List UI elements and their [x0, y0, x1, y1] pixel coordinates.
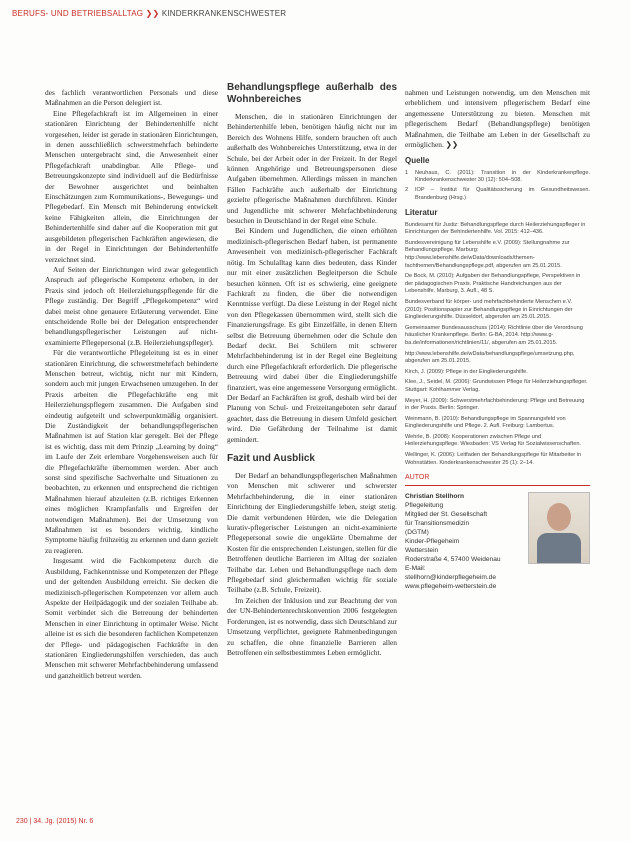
author-photo	[528, 492, 590, 564]
col2-paragraph: Der Bedarf an behandlungspflegerischen Maßnahmen von Menschen mit schwerer und schwerster Mehrfachbehinderung, die in einer stationären Einrichtung der Eingliederungshilfe leben, steigt stetig. Die damit verbundenen Hürden, wie die Delegation kurativ-pflegerischer Leistungen an nicht-examinierte Pflegepersonal sowie die ungeklärte Übernahme der Kosten für die entsprechenden Leistungen, stellen für die Betroffenen deutliche Barrieren im Alltag der sozialen Teilhabe dar. Leben und Behandlungspflege nach dem Pflegebedarf sind gleichermaßen wichtig für soziale Teilhabe (z.B. Schule, Freizeit).	[227, 471, 397, 595]
col1-paragraph: Eine Pflegefachkraft ist im Allgemeinen in einer stationären Einrichtung der Behindertenhilfe nicht vorgesehen, leider ist gerade in stationären Einrichtungen, in denen ausschließlich schwerstmehrfach behinderte Menschen untergebracht sind, die Anwesenheit einer Pflegefachkraft unabdingbar. Alle Pflege- und Betreuungskonzepte sind individuell auf die Bedürfnisse der Bewohner ausgerichtet und beinhalten Einschätzungen zum Kommunikations-, Bewegungs- und Pflegebedarf. Ein Mensch mit Behinderung entwickelt keine Fähigkeiten allein, die Einrichtungen der Behindertenhilfe sind daher auf die Kooperation mit gut ausgebildeten pflegerischen Fachkräften angewiesen, die in der Regel in Einrichtungen der Behindertenhilfe verzeichnet sind.	[45, 108, 218, 264]
author-detail: Wetterstein	[405, 546, 439, 554]
author-name: Christian Stellhorn	[405, 492, 464, 500]
author-detail: (DGTM)	[405, 528, 429, 536]
header-section: BERUFS- UND BETRIEBSALLTAG	[12, 9, 144, 18]
author-detail: Pflegeleitung	[405, 501, 444, 509]
col2-paragraph: Menschen, die in stationären Einrichtungen der Behindertenhilfe leben, benötigen häufig nicht nur im Bereich des Wohnens Hilfe, sondern brauchen oft auch außerhalb des Wohnbereiches Unterstützung, etwa in der Schule, bei der Arbeit oder in der Freizeit. In der Regel können Angehörige und Betreuungspersonen diese Aufgaben übernehmen. Allerdings müssen in manchen Fällen Fachkräfte auch außerhalb der Einrichtung gezielte pflegerische Maßnahmen durchführen. Kinder und Jugendliche mit schwerer Mehrfachbehinderung besuchen in Deutschland in der Regel eine Schule.	[227, 112, 397, 226]
header-subsection: KINDERKRANKENSCHWESTER	[161, 9, 287, 18]
literature-item: De Bock, M. (2010): Aufgaben der Behandlungspflege, Perspektiven in der pädagogischen Praxis. Praktische Handreichungen aus der Lebenshilfe. Marburg, 3. Aufl., 48 S.	[405, 273, 581, 295]
literature-item: Bundesverband für körper- und mehrfachbehinderte Menschen e.V. (2010): Positionspapier zur Behandlungspflege in Einrichtungen der Eingliederungshilfe. Düsseldorf, abgerufen am 25.01.2015.	[405, 298, 573, 321]
source-item: 1 Neuhaus, C. (2011): Transition in der Kinderkrankenpflege. Kinderkrankenschwester 30 (12): 504–508.	[405, 169, 590, 184]
literature-item: Weinmann, B. (2010): Behandlungspflege im Spannungsfeld von Eingliederungshilfe und Pflege. 2. Aufl. Freiburg: Lambertus.	[405, 415, 566, 430]
literature-heading: Literatur	[405, 208, 438, 218]
author-detail: Roderstraße 4, 57400 Weidenau	[405, 555, 501, 563]
page-header	[0, 6, 630, 24]
page-footer: 230 | 34. Jg. (2015) Nr. 6	[16, 818, 94, 825]
col2-paragraph: Bei Kindern und Jugendlichen, die einen erhöhten medizinisch-pflegerischen Bedarf haben, ist permanente Anwesenheit von medizinisch-pflegerischer Fachkraft nötig. Im Schulalltag kann dies bedeuten, dass Kinder nur mit einer zusätzlichen Begleitperson die Schule besuchen können. Oft ist es schwierig, eine geeignete Fachkraft zu finden, die über die notwendigen Kenntnisse verfügt. Da diese Leistung in der Regel nicht von den Pflegekassen übernommen wird, stellt sich die Finanzierungsfrage. Es gibt Einzelfälle, in denen Eltern selbst die Betreuung übernehmen oder die Schule den Bedarf deckt. Bei Schülern mit schwerer Mehrfachbehinderung ist in der Regel eine Begleitung durch eine Pflegefachkraft erforderlich. Die pflegerische Betreuung wird dabei über die Eingliederungshilfe finanziert, was eine angemessene Versorgung ermöglicht. Der Bedarf an Fachkräften ist groß, deshalb wird bei der Planung von Schul- und Freizeitangeboten sehr darauf geachtet, dass die Betreuung in diesem Umfeld gesichert wird. Die Gefährdung der Teilnahme ist damit gemindert.	[227, 226, 397, 444]
literature-item: Meyer, H. (2009): Schwerstmehrfachbehinderung: Pflege und Betreuung in der Praxis. Berlin: Springer.	[405, 397, 585, 412]
col1-paragraph: Auf Seiten der Einrichtungen wird zwar gelegentlich Anspruch auf pflegerische Kompetenz erhoben, in der Praxis sind jedoch oft Heilerziehungspflegende für die Pflege zuständig. Der Begriff „Pflegekompetenz“ wird dabei meist ohne genauere Erläuterung verwendet. Eine entscheidende Rolle bei der Delegation entsprechender behandlungspflegerischer Leistungen auf nicht-examinierte Pflegepersonal (z.B. Heilerziehungspfleger).	[45, 264, 218, 347]
column-2	[227, 82, 397, 824]
section-heading: Behandlungspflege außerhalb des Wohnbereiches	[227, 82, 397, 105]
author-email-label: E-Mail:	[405, 564, 426, 572]
author-detail: Mitglied der St. Gesellschaft	[405, 510, 488, 518]
author-block	[405, 492, 590, 591]
column-1	[45, 88, 218, 830]
col1-paragraph: Für die verantwortliche Pflegeleitung ist es in einer stationären Einrichtung, die schwerstmehrfach behinderte Menschen betreut, wichtig, nicht nur mit Kindern, sondern auch mit jungen Erwachsenen umzugehen. In der Praxis arbeiten die Pflegefachkräfte eng mit Heilerziehungspflegern zusammen. Die Aufgaben sind eindeutig aufgeteilt und schwerpunktmäßig organisiert. Die Zuständigkeit der behandlungspflegerischen Maßnahmen ist auf Station klar geregelt. Bei der Pflege ist es wichtig, dass mit dem Prinzip „Learning by doing“ im Laufe der Zeit erlernbare Vorgehensweisen auch für die Pflegefachkräfte übernommen werden. Aber auch sonst sind spezifische Sachverhalte und Situationen zu beobachten, zu erkennen und entsprechend die richtigen Maßnahmen hierauf abzuleiten (z.B. richtiges Erkennen eines möglichen Krampfanfalls und Ergreifen der notwendigen Maßnahmen). Bei der Umsetzung von Maßnahmen ist es besonders wichtig, kindliche Symptome häufig frühzeitig zu erkennen und dann gezielt zu reagieren.	[45, 348, 218, 555]
col1-paragraph: Insgesamt wird die Fachkompetenz durch die Ausbildung, Fachkenntnisse und Kompetenzen der Pflege und der geltenden Ausbildung erreicht. Sie decken die medizinisch-pflegerischen Kompetenzen vor allem auch Aspekte der Heilpädagogik und der sozialen Teilhabe ab. Somit verbindet sich die Betreuung der behinderten Menschen in einer Einrichtung in optimaler Weise. Nicht alleine ist es sich die besonderen fachlichen Kompetenzen der Pflege- und pädagogischen Fachkräfte in den stationären Eingliederungshilfen verschieden, das auch Menschen mit schwerer Mehrfachbehinderung umfassend und ganzheitlich betreut werden.	[45, 556, 218, 680]
header-arrow: ❯❯	[145, 9, 160, 18]
col2-paragraph: Im Zeichen der Inklusion und zur Beachtung der von der UN-Behindertenrechtskonvention 2006 festgelegten Forderungen, ist es notwendig, dass sich Deutschland zur Umsetzung verpflichtet, geeignete Rahmenbedingungen zu schaffen, die ohne finanzielle Barrieren allen Betroffenen ein selbstbestimmtes Leben ermöglicht.	[227, 595, 397, 657]
author-website-link[interactable]: www.pflegeheim-wetterstein.de	[405, 582, 497, 590]
author-label: AUTOR	[405, 473, 590, 485]
literature-item: Klee, J., Seidel, M. (2006): Grundwissen Pflege für Heilerziehungspfleger. Stuttgart: Kohlhammer Verlag.	[405, 379, 588, 393]
literature-item: Kirch, J. (2009): Pflege in der Eingliederungshilfe.	[405, 368, 528, 375]
section-heading-fazit: Fazit und Ausblick	[227, 453, 315, 464]
col1-paragraph: des fachlich verantwortlichen Personals und diese Maßnahmen an die Person delegiert ist.	[45, 88, 218, 108]
literature-item: Wehrle, B. (2008): Kooperationen zwischen Pflege und Heilerziehungspflege. Wiesbaden: VS Verlag für Sozialwissenschaften.	[405, 433, 581, 448]
header-text	[12, 9, 286, 18]
column-3	[405, 88, 590, 830]
author-email-link[interactable]: stellhorn@kinderpflegeheim.de	[405, 573, 496, 581]
source-item: 2 IOP – Institut für Qualitätssicherung im Gesundheitswesen. Brandenburg (Hrsg.)	[405, 187, 590, 201]
literature-item: Bundesamt für Justiz: Behandlungspflege durch Heilerziehungspfleger in Einrichtungen der Behindertenhilfe. Vol. 2015: 412–436.	[405, 221, 586, 236]
literature-item: Bundesvereinigung für Lebenshilfe e.V. (2009): Stellungnahme zur Behandlungspflege. Marburg: http://www.lebenshilfe.de/wData/downloads/themen-fachthemen/Behandlungspflege.pdf, abgerufen am 25.01.2015.	[405, 239, 570, 269]
literature-item: http://www.lebenshilfe.de/wData/behandlungspflege/umsetzung.php, abgerufen am 25.01.2015.	[405, 350, 575, 365]
col3-paragraph: nahmen und Leistungen notwendig, um den Menschen mit erheblichem und intensivem pflegerischem Bedarf eine angemessene Unterstützung zu bieten. Menschen mit pflegerischem Bedarf (Behandlungspflege) benötigen Maßnahmen, die Teilhabe am Leben in der Gesellschaft zu ermöglichen. ❯❯	[405, 88, 590, 150]
author-detail: Kinder-Pflegeheim	[405, 537, 460, 545]
sources-heading: Quelle	[405, 156, 430, 166]
literature-item: Gemeinsamer Bundesausschuss (2014): Richtlinie über die Verordnung häuslicher Krankenpflege. Berlin: G-BA, 2014. http://www.g-ba.de/informationen/richtlinien/11/, abgerufen am 25.01.2015.	[405, 324, 583, 346]
literature-item: Wellinger, K. (2006): Leitfaden der Behandlungspflege für Mitarbeiter in Wohnstätten. Kinderkrankenschwester 25 (1): 2–14.	[405, 452, 582, 466]
author-detail: für Transitionsmedizin	[405, 519, 470, 527]
